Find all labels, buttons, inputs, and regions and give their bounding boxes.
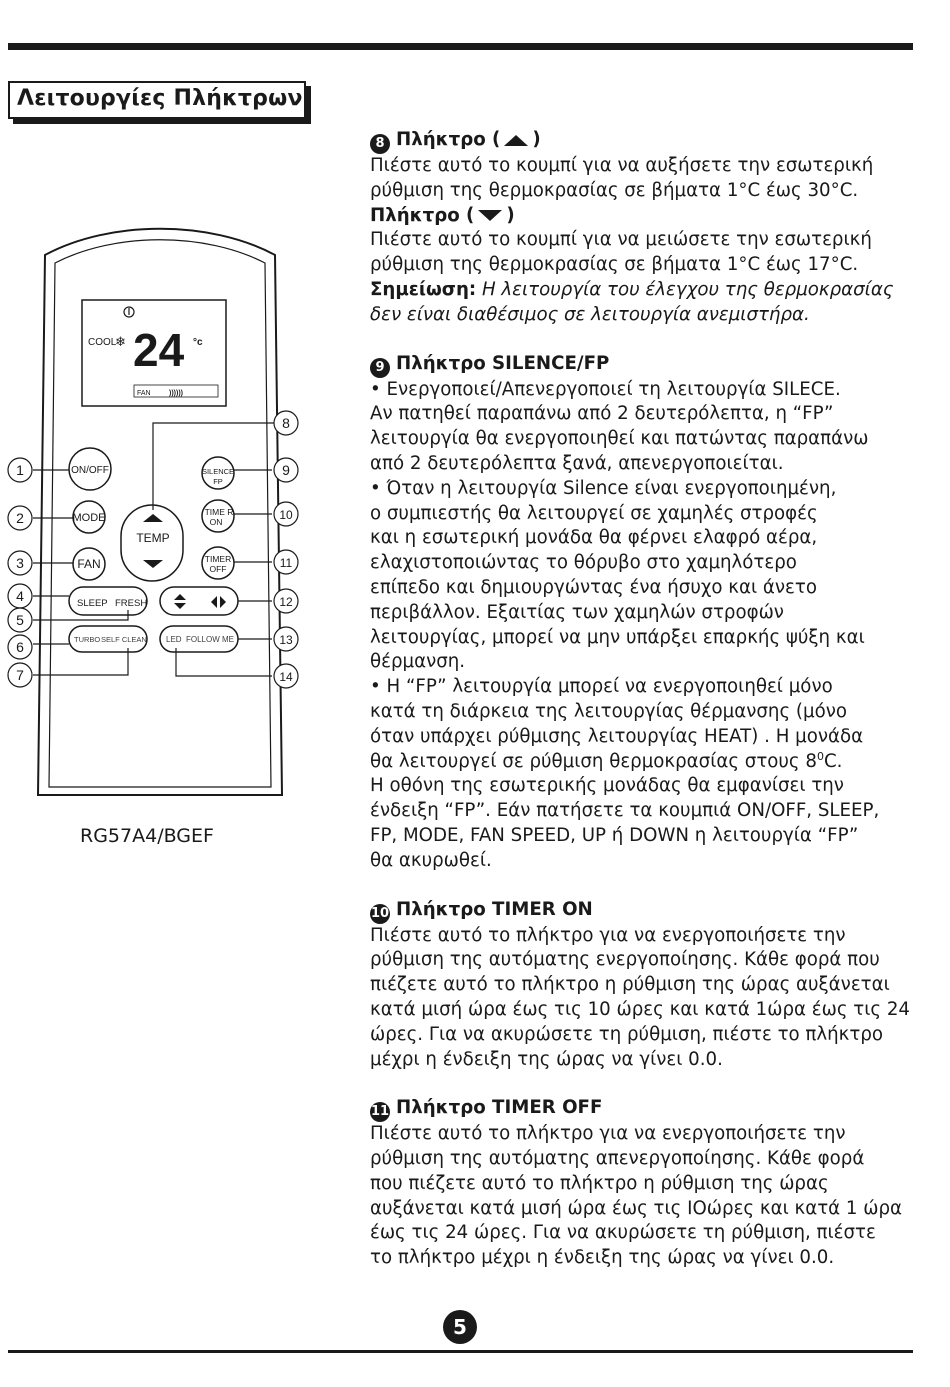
- key-heading-text: Πλήκτρο (: [396, 129, 501, 150]
- body-line: FP, MODE, FAN SPEED, UP ή DOWN η λειτουργία “FP”: [370, 824, 859, 846]
- led-button-label: LED: [166, 635, 182, 644]
- section-8: [370, 128, 922, 328]
- body-line: ρύθμιση της θερμοκρασίας σε βήματα 1°C έως 17°C.: [370, 254, 859, 276]
- body-text: θα λειτουργεί σε ρύθμιση θερμοκρασίας στους 8: [370, 750, 817, 772]
- callout-label-12: 12: [279, 595, 293, 609]
- note-line: [370, 303, 922, 328]
- timer-on-button-label-1: TIME R: [204, 507, 234, 517]
- page-number: 5: [443, 1310, 477, 1344]
- body-line: Αν πατηθεί παραπάνω από 2 δευτερόλεπτα, η “FP”: [370, 403, 834, 425]
- callout-label-7: 7: [16, 667, 24, 683]
- body-line: Πιέστε αυτό το πλήκτρο για να ενεργοποιήσετε την: [370, 924, 846, 946]
- follow-me-button-label: FOLLOW ME: [186, 635, 235, 644]
- silence-button-label-1: SILENCE: [201, 467, 235, 476]
- callout-label-4: 4: [16, 588, 24, 604]
- snowflake-icon: ❄: [115, 334, 126, 349]
- body-line: Πιέστε αυτό το πλήκτρο για να ενεργοποιήσετε την: [370, 1123, 846, 1145]
- key-heading: [370, 204, 922, 229]
- callout-label-10: 10: [279, 508, 293, 522]
- callout-label-14: 14: [279, 670, 293, 684]
- section-number-badge: 9: [370, 358, 390, 378]
- body-line: • Η “FP” λειτουργία μπορεί να ενεργοποιηθεί μόνο: [370, 676, 833, 698]
- section-11: [370, 1096, 922, 1271]
- section-10: [370, 898, 922, 1073]
- section-number-badge: 8: [370, 134, 390, 154]
- body-line: • Όταν η λειτουργία Silence είναι ενεργοποιημένη,: [370, 477, 837, 499]
- body-line: ρύθμιση της θερμοκρασίας σε βήματα 1°C έως 30°C.: [370, 179, 859, 201]
- note-line: [370, 278, 922, 303]
- section-9: [370, 352, 922, 874]
- fan-button-label: FAN: [77, 557, 101, 571]
- body-line: έως τις 24 ώρες. Για να ακυρώσετε τη ρύθμιση, πιέστε: [370, 1222, 876, 1244]
- body-line: αυξάνεται κατά μισή ώρα έως τις ΙΟώρες και κατά 1 ώρα: [370, 1197, 903, 1219]
- body-line: λειτουργία θα ενεργοποιηθεί και πατώντας παραπάνω: [370, 428, 869, 450]
- note-text: δεν είναι διαθέσιμος σε λειτουργία ανεμιστήρα.: [370, 303, 810, 325]
- remote-model-label: RG57A4/BGEF: [80, 825, 214, 847]
- turbo-button-label: TURBO: [74, 635, 101, 644]
- lcd-temperature: 24: [133, 324, 185, 376]
- body-line: μέχρι η ένδειξη της ώρας να γίνει 0.0.: [370, 1048, 723, 1070]
- body-line: όταν υπάρχει ρύθμισης λειτουργίας HEAT) . Η μονάδα: [370, 725, 864, 747]
- body-line: λειτουργίας, μπορεί να μην υπάρξει επαρκής ψύξη και: [370, 626, 865, 648]
- callout-label-8: 8: [282, 415, 290, 431]
- body-line: ένδειξη “FP”. Εάν πατήσετε τα κουμπιά ON/OFF, SLEEP,: [370, 800, 880, 822]
- timer-off-button-label-1: TIMER: [204, 554, 232, 564]
- key-heading-close: ): [532, 129, 541, 150]
- lcd-unit: °c: [193, 337, 203, 348]
- triangle-up-icon: [504, 135, 528, 146]
- callout-label-2: 2: [16, 510, 24, 526]
- callout-label-3: 3: [16, 555, 24, 571]
- body-line: θέρμανση.: [370, 651, 466, 673]
- note-text: Η λειτουργία του έλεγχου της θερμοκρασίας: [476, 278, 894, 300]
- section-heading: [370, 1096, 922, 1122]
- body-line: το πλήκτρο μέχρι η ένδειξη της ώρας να γίνει 0.0.: [370, 1247, 835, 1269]
- body-line: που πιέζετε αυτό το πλήκτρο η ρύθμιση της ώρας: [370, 1172, 829, 1194]
- section-title-text: Πλήκτρο SILENCE/FP: [396, 352, 610, 374]
- callout-label-13: 13: [279, 633, 293, 647]
- silence-button-label-2: FP: [213, 477, 223, 486]
- mode-button-label: MODE: [72, 512, 106, 524]
- body-line: περιβάλλον. Εξαιτίας των χαμηλών στροφών: [370, 601, 784, 623]
- body-line: επίπεδο και δημιουργώντας ένα ήσυχο και άνετο: [370, 576, 817, 598]
- self-clean-button-label: SELF CLEAN: [101, 635, 147, 644]
- body-line: και η εσωτερική μονάδα θα φέρνει ελαφρό αέρα,: [370, 527, 818, 549]
- on-off-button-label: ON/OFF: [71, 465, 109, 476]
- body-line: ο συμπιεστής θα λειτουργεί σε χαμηλές στροφές: [370, 502, 818, 524]
- body-line: • Ενεργοποιεί/Απενεργοποιεί τη λειτουργία SILECE.: [370, 378, 841, 400]
- body-line: Πιέστε αυτό το κουμπί για να αυξήσετε την εσωτερική: [370, 155, 874, 176]
- section-title: Λειτουργίες Πλήκτρων: [17, 86, 303, 111]
- callout-label-11: 11: [279, 556, 293, 570]
- section-number-badge: 11: [370, 1102, 390, 1122]
- body-text: C.: [823, 750, 843, 772]
- temp-button-label: TEMP: [136, 531, 170, 545]
- remote-control-illustration: [0, 220, 320, 820]
- fresh-button-label: FRESH: [115, 598, 148, 609]
- key-heading-text: Πλήκτρο (: [370, 204, 475, 226]
- callout-label-6: 6: [16, 639, 24, 655]
- lcd-mode: COOL: [88, 337, 117, 348]
- top-rule: [8, 43, 913, 50]
- body-line: [370, 750, 922, 775]
- key-heading: [370, 128, 922, 154]
- section-title-box: [8, 81, 306, 119]
- timer-off-button-label-2: OFF: [209, 564, 227, 574]
- key-heading-close: ): [506, 204, 515, 226]
- callout-label-9: 9: [282, 462, 290, 478]
- body-line: ρύθμιση της αυτόματης απενεργοποίησης. Κάθε φορά: [370, 1148, 865, 1170]
- section-title-text: Πλήκτρο TIMER OFF: [396, 1097, 603, 1119]
- body-line: ώρες. Για να ακυρώσετε τη ρύθμιση, πιέστε το πλήκτρο: [370, 1023, 884, 1045]
- remote-control-drawing: [0, 220, 320, 820]
- body-line: από 2 δευτερόλεπτα ξανά, απενεργοποιείται.: [370, 452, 784, 474]
- section-heading: [370, 898, 922, 924]
- body-line: θα ακυρωθεί.: [370, 849, 492, 871]
- body-line: Η οθόνη της εσωτερικής μονάδας θα εμφανίσει την: [370, 775, 844, 797]
- body-line: πιέζετε αυτό το πλήκτρο η ρύθμιση της ώρας αυξάνεται: [370, 974, 890, 996]
- swing-pill: [160, 587, 238, 615]
- body-line: κατά μισή ώρα έως τις 10 ώρες και κατά 1ώρα έως τις 24: [370, 998, 911, 1020]
- note-label: Σημείωση:: [370, 278, 477, 300]
- description-column: [370, 128, 922, 1271]
- triangle-down-icon: [478, 210, 502, 221]
- bottom-rule: [8, 1350, 913, 1353]
- body-line: κατά τη διάρκεια της λειτουργίας θέρμανσης (μόνο: [370, 700, 847, 722]
- section-number-badge: 10: [370, 904, 390, 924]
- superscript: 0: [816, 749, 824, 763]
- callout-label-1: 1: [16, 462, 24, 478]
- body-line: Πιέστε αυτό το κουμπί για να μειώσετε την εσωτερική: [370, 229, 872, 251]
- callout-label-5: 5: [16, 612, 24, 628]
- sleep-button-label: SLEEP: [77, 598, 108, 609]
- timer-on-button-label-2: ON: [209, 517, 223, 527]
- body-line: ρύθμιση της αυτόματης ενεργοποίησης. Κάθε φορά που: [370, 949, 880, 971]
- section-heading: [370, 352, 922, 378]
- section-title-text: Πλήκτρο TIMER ON: [396, 898, 593, 920]
- body-line: ελαχιστοποιώντας το θόρυβο στο χαμηλότερο: [370, 552, 797, 574]
- lcd-fan-label: FAN: [137, 390, 151, 397]
- lcd-fan-bars: )))))): [169, 390, 183, 397]
